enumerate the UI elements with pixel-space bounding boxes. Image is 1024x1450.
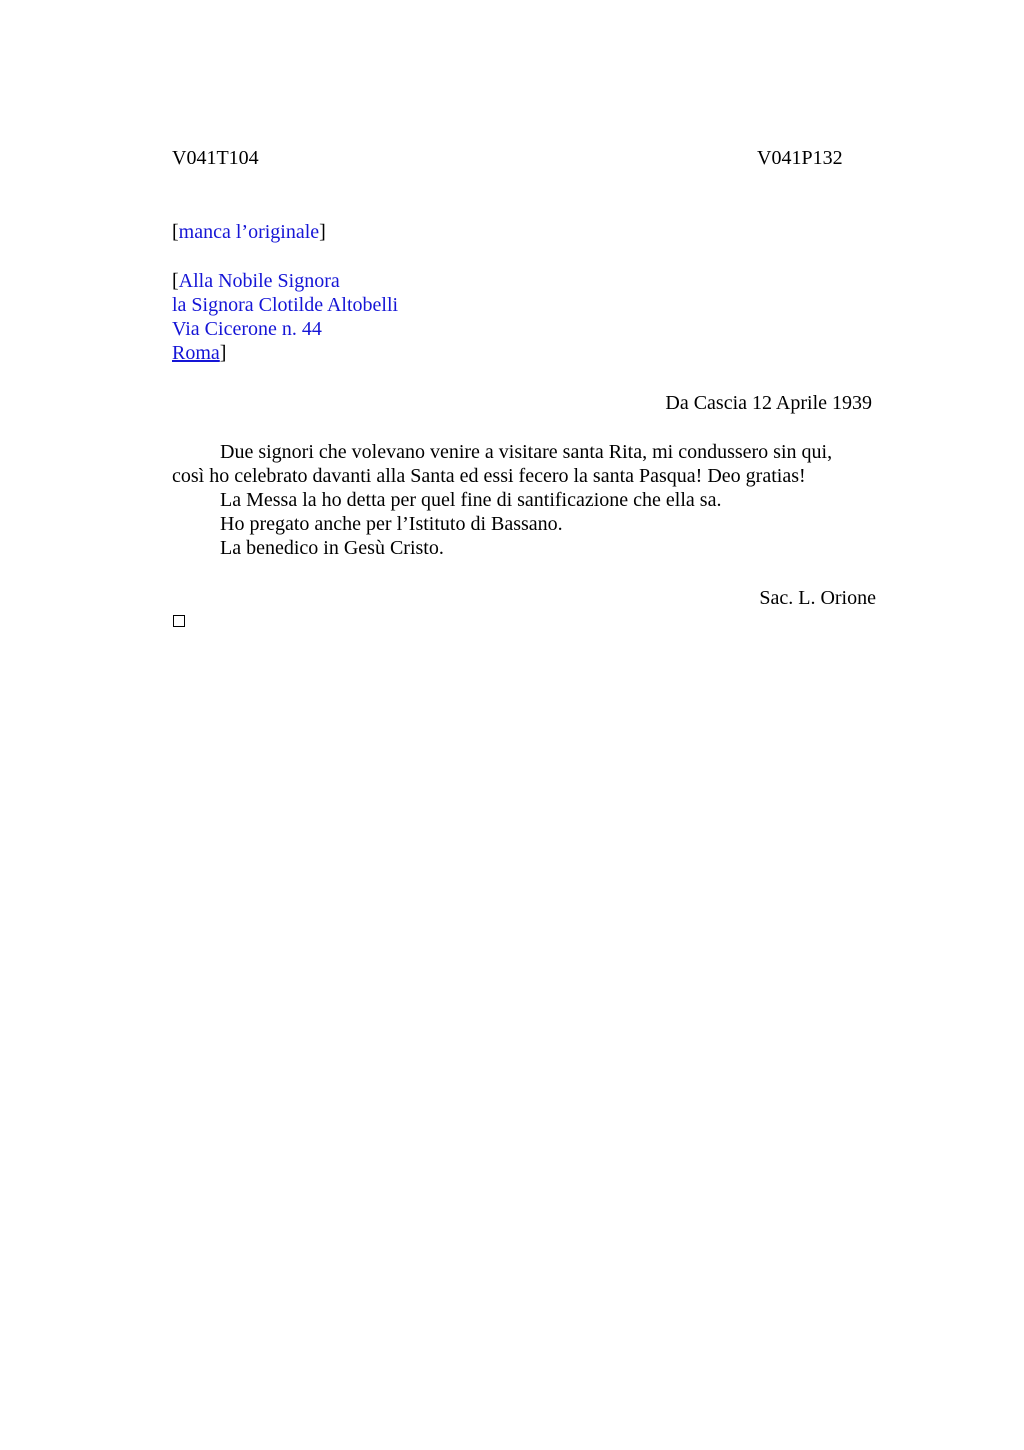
address-line-4 <box>172 341 398 365</box>
body-paragraph-1-line-2: così ho celebrato davanti alla Santa ed essi fecero la santa Pasqua! Deo gratias! <box>172 465 806 487</box>
letter-body <box>172 440 872 560</box>
dateline: Da Cascia 12 Aprile 1939 <box>665 392 872 414</box>
note-close-bracket: ] <box>319 221 326 243</box>
address-open-bracket: [ <box>172 270 179 292</box>
header-right-code: V041P132 <box>757 147 843 169</box>
signature: Sac. L. Orione <box>759 587 876 609</box>
checkbox-icon <box>173 615 185 627</box>
address-recipient-name: la Signora Clotilde Altobelli <box>172 294 399 316</box>
note-text: manca l’originale <box>178 221 320 243</box>
body-paragraph-4: La benedico in Gesù Cristo. <box>220 537 444 559</box>
header-left-code: V041T104 <box>172 147 259 169</box>
address-line-1 <box>172 269 398 293</box>
address-street: Via Cicerone n. 44 <box>172 318 322 340</box>
body-paragraph-2: La Messa la ho detta per quel fine di santificazione che ella sa. <box>220 489 722 511</box>
missing-original-note <box>172 220 326 244</box>
body-paragraph-3: Ho pregato anche per l’Istituto di Bassano. <box>220 513 563 535</box>
body-paragraph-1-line-1: Due signori che volevano venire a visitare santa Rita, mi condussero sin qui, <box>220 441 833 463</box>
note-open-bracket: [ <box>172 221 179 243</box>
address-close-bracket: ] <box>219 342 227 364</box>
address-block <box>172 269 398 365</box>
address-recipient-title: Alla Nobile Signora <box>178 270 340 292</box>
address-city-link[interactable]: Roma <box>172 342 220 364</box>
